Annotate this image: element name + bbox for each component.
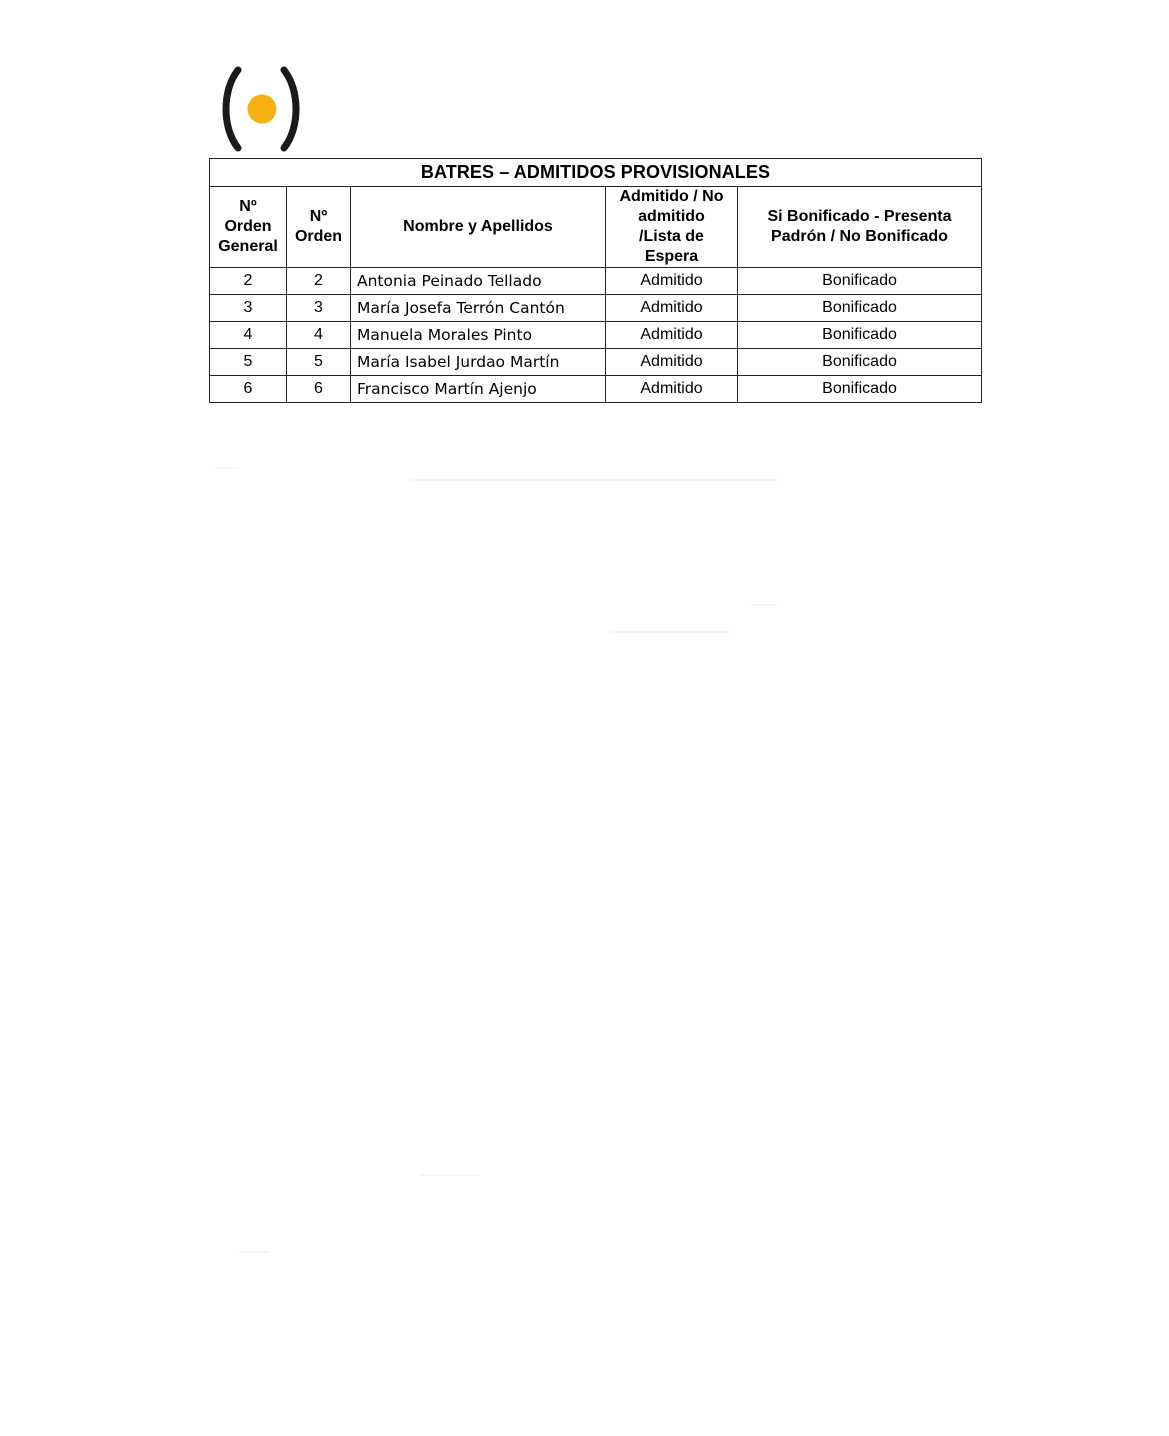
- cell-orden: 4: [287, 322, 351, 349]
- cell-bonificacion: Bonificado: [738, 349, 982, 376]
- right-bracket-shape: [284, 70, 296, 148]
- admitted-list-table: [209, 158, 982, 403]
- cell-nombre: Manuela Morales Pinto: [351, 322, 606, 349]
- header-orden-line: Nº: [309, 208, 328, 225]
- cell-estado: Admitido: [606, 295, 738, 322]
- table-header-row: [210, 187, 982, 268]
- header-orden-general-line: General: [218, 238, 278, 255]
- cell-bonificacion: Bonificado: [738, 268, 982, 295]
- cell-orden-general: 3: [210, 295, 287, 322]
- header-orden: [287, 187, 351, 268]
- table-row: [210, 268, 982, 295]
- table-row: [210, 295, 982, 322]
- cell-orden-general: 2: [210, 268, 287, 295]
- header-bonificacion-line: Si Bonificado - Presenta: [767, 208, 952, 225]
- cell-estado: Admitido: [606, 268, 738, 295]
- logo-icon: [222, 66, 306, 152]
- cell-orden: 6: [287, 376, 351, 403]
- header-orden-line: Orden: [294, 228, 343, 245]
- header-orden-general-line: Orden: [224, 218, 272, 235]
- header-orden-general: [210, 187, 287, 268]
- header-estado: [606, 187, 738, 268]
- cell-estado: Admitido: [606, 349, 738, 376]
- header-orden-general-line: Nº: [239, 198, 257, 215]
- table-body: [210, 268, 982, 403]
- cell-orden-general: 6: [210, 376, 287, 403]
- table-row: [210, 376, 982, 403]
- header-nombre-line: Nombre y Apellidos: [403, 218, 553, 235]
- faded-background-text: [209, 440, 981, 1410]
- header-bonificacion: [738, 187, 982, 268]
- cell-orden: 3: [287, 295, 351, 322]
- cell-nombre: María Isabel Jurdao Martín: [351, 349, 606, 376]
- table-row: [210, 322, 982, 349]
- header-nombre: [351, 187, 606, 268]
- cell-nombre: Francisco Martín Ajenjo: [351, 376, 606, 403]
- cell-bonificacion: Bonificado: [738, 376, 982, 403]
- cell-orden-general: 4: [210, 322, 287, 349]
- table-row: [210, 349, 982, 376]
- header-bonificacion-line: Padrón / No Bonificado: [771, 228, 948, 245]
- cell-orden: 5: [287, 349, 351, 376]
- header-estado-line: Admitido / No: [619, 188, 724, 205]
- cell-nombre: María Josefa Terrón Cantón: [351, 295, 606, 322]
- cell-estado: Admitido: [606, 376, 738, 403]
- table-title-row: [210, 159, 982, 187]
- left-bracket-shape: [226, 70, 238, 148]
- cell-orden-general: 5: [210, 349, 287, 376]
- cell-estado: Admitido: [606, 322, 738, 349]
- header-estado-line: admitido: [638, 208, 705, 225]
- cell-bonificacion: Bonificado: [738, 295, 982, 322]
- table-title: BATRES – ADMITIDOS PROVISIONALES: [210, 159, 982, 187]
- header-estado-line: /Lista de: [639, 228, 704, 245]
- cell-nombre: Antonia Peinado Tellado: [351, 268, 606, 295]
- orange-dot-shape: [248, 95, 277, 124]
- cell-orden: 2: [287, 268, 351, 295]
- cell-bonificacion: Bonificado: [738, 322, 982, 349]
- header-estado-line: Espera: [644, 248, 699, 265]
